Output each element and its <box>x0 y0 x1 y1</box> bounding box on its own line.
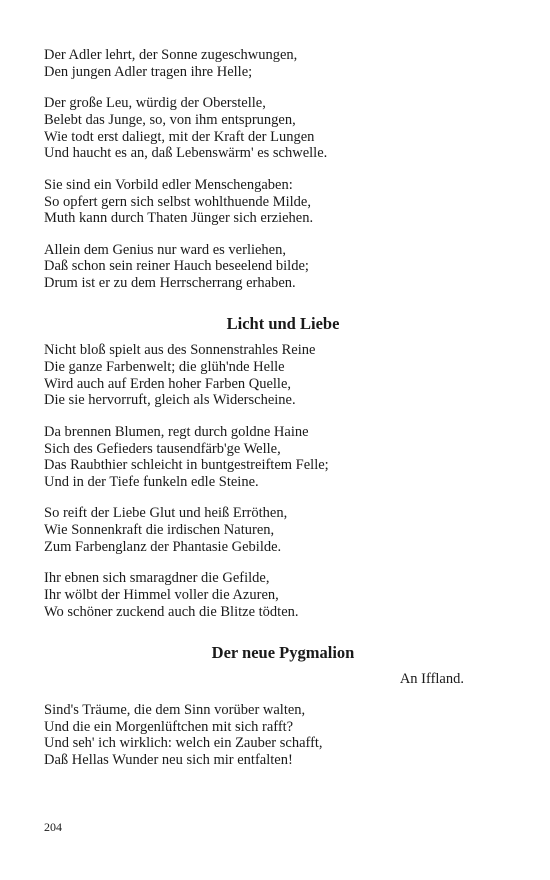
text-block <box>44 47 514 783</box>
verse-line: Nicht bloß spielt aus des Sonnenstrahles Reine <box>44 342 316 359</box>
verse-line: Das Raubthier schleicht in buntgestreiftem Felle; <box>44 457 329 474</box>
stanza <box>44 342 514 409</box>
verse-line: Drum ist er zu dem Herrscherrang erhaben. <box>44 275 296 292</box>
verse-line: Wird auch auf Erden hoher Farben Quelle, <box>44 375 292 392</box>
verse-line: So reift der Liebe Glut und heiß Erröthen, <box>44 505 288 522</box>
verse-line: Muth kann durch Thaten Jünger sich erziehen. <box>44 210 314 227</box>
verse-line: Daß schon sein reiner Hauch beseelend bilde; <box>44 258 309 275</box>
verse-line: Sich des Gefieders tausendfärb'ge Welle, <box>44 440 281 457</box>
verse-line: Da brennen Blumen, regt durch goldne Haine <box>44 423 309 440</box>
verse-line: Die ganze Farbenwelt; die glüh'nde Helle <box>44 358 285 375</box>
stanza <box>44 95 514 162</box>
verse-line: Ihr wölbt der Himmel voller die Azuren, <box>44 587 279 604</box>
stanza <box>44 505 514 555</box>
poem-title-der-neue-pygmalion: Der neue Pygmalion <box>211 642 355 662</box>
poem-dedication: An Iffland. <box>399 670 464 687</box>
verse-line: Ihr ebnen sich smaragdner die Gefilde, <box>44 570 270 587</box>
verse-line: Und seh' ich wirklich: welch ein Zauber schafft, <box>44 735 323 752</box>
verse-line: Allein dem Genius nur ward es verliehen, <box>44 241 286 258</box>
stanza <box>44 702 514 769</box>
verse-line: Der Adler lehrt, der Sonne zugeschwungen, <box>44 47 298 63</box>
stanza <box>44 242 514 292</box>
verse-line: Der große Leu, würdig der Oberstelle, <box>44 95 266 112</box>
verse-line: Den jungen Adler tragen ihre Helle; <box>44 63 253 80</box>
stanza <box>44 424 514 491</box>
verse-line: Sind's Träume, die dem Sinn vorüber walten, <box>44 701 306 718</box>
verse-line: Zum Farbenglanz der Phantasie Gebilde. <box>44 539 282 556</box>
verse-line: Die sie hervorruft, gleich als Widerscheine. <box>44 392 296 409</box>
verse-line: So opfert gern sich selbst wohlthuende Milde, <box>44 193 311 210</box>
verse-line: Belebt das Junge, so, von ihm entsprungen, <box>44 111 296 128</box>
poem-section-b <box>44 342 514 621</box>
verse-line: Daß Hellas Wunder neu sich mir entfalten! <box>44 752 293 769</box>
poem-title-licht-und-liebe: Licht und Liebe <box>226 314 340 334</box>
verse-line: Und die ein Morgenlüftchen mit sich rafft? <box>44 718 294 735</box>
poem-section-c <box>44 702 514 769</box>
verse-line: Und haucht es an, daß Lebenswärm' es schwelle. <box>44 145 328 162</box>
verse-line: Und in der Tiefe funkeln edle Steine. <box>44 474 259 491</box>
page-number: 204 <box>44 820 62 834</box>
stanza <box>44 47 514 81</box>
verse-line: Wo schöner zuckend auch die Blitze tödten. <box>44 603 299 620</box>
stanza <box>44 177 514 227</box>
stanza <box>44 570 514 620</box>
verse-line: Wie Sonnenkraft die irdischen Naturen, <box>44 522 275 539</box>
verse-line: Sie sind ein Vorbild edler Menschengaben: <box>44 176 293 193</box>
verse-line: Wie todt erst daliegt, mit der Kraft der Lungen <box>44 128 315 145</box>
poem-section-a <box>44 47 514 292</box>
